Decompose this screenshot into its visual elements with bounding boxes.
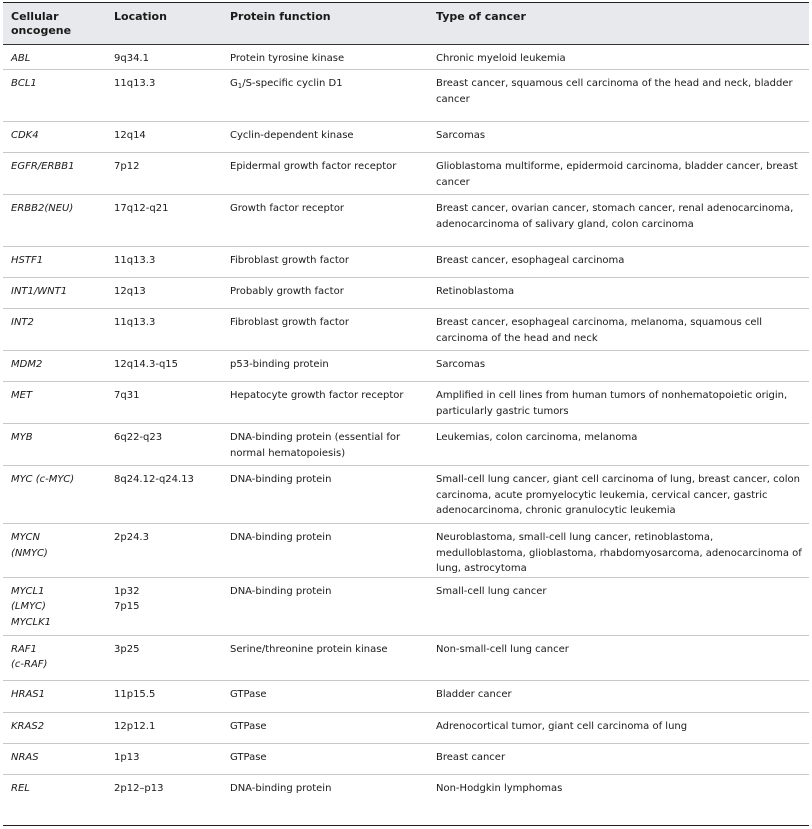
table-row <box>3 195 809 247</box>
gene-cell: ERBB2(NEU) <box>3 195 108 247</box>
cancer-cell: Breast cancer, esophageal carcinoma, melanoma, squamous cell carcinoma of the head and neck <box>430 309 809 351</box>
function-cell: GTPase <box>224 743 430 774</box>
table-row <box>3 122 809 153</box>
cancer-cell: Small-cell lung cancer <box>430 577 809 635</box>
function-cell: Hepatocyte growth factor receptor <box>224 382 430 424</box>
cancer-cell: Breast cancer, squamous cell carcinoma of the head and neck, bladder cancer <box>430 70 809 122</box>
location-cell: 12p12.1 <box>108 712 224 743</box>
table-row <box>3 382 809 424</box>
cancer-cell: Adrenocortical tumor, giant cell carcinoma of lung <box>430 712 809 743</box>
function-cell: Probably growth factor <box>224 278 430 309</box>
header-type-of-cancer: Type of cancer <box>430 3 809 45</box>
function-cell: Fibroblast growth factor <box>224 247 430 278</box>
cancer-cell: Sarcomas <box>430 122 809 153</box>
function-cell: Epidermal growth factor receptor <box>224 153 430 195</box>
function-cell: p53-binding protein <box>224 351 430 382</box>
table-row <box>3 524 809 578</box>
cancer-cell: Bladder cancer <box>430 680 809 712</box>
cancer-cell: Breast cancer, ovarian cancer, stomach cancer, renal adenocarcinoma, adenocarcinoma of salivary gland, colon carcinoma <box>430 195 809 247</box>
gene-cell: BCL1 <box>3 70 108 122</box>
gene-cell: INT2 <box>3 309 108 351</box>
location-cell: 7q31 <box>108 382 224 424</box>
gene-cell: EGFR/ERBB1 <box>3 153 108 195</box>
table-row <box>3 309 809 351</box>
table-row <box>3 153 809 195</box>
function-suffix: /S-specific cyclin D1 <box>242 78 343 89</box>
function-cell: DNA-binding protein <box>224 466 430 524</box>
function-prefix: G <box>230 78 238 89</box>
gene-cell: REL <box>11 782 30 794</box>
location-cell: 11q13.3 <box>108 70 224 122</box>
cancer-cell: Amplified in cell lines from human tumors of nonhematopoietic origin, particularly gastric tumors <box>430 382 809 424</box>
function-cell: Cyclin-dependent kinase <box>224 122 430 153</box>
cancer-cell: Chronic myeloid leukemia <box>430 45 809 70</box>
location-cell: 11p15.5 <box>108 680 224 712</box>
cancer-cell: Glioblastoma multiforme, epidermoid carcinoma, bladder cancer, breast cancer <box>430 153 809 195</box>
table-row <box>3 466 809 524</box>
cancer-cell: Breast cancer, esophageal carcinoma <box>430 247 809 278</box>
location-cell: 12q13 <box>108 278 224 309</box>
gene-cell: MDM2 <box>3 351 108 382</box>
header-protein-function: Protein function <box>224 3 430 45</box>
gene-cell: MYC (c-MYC) <box>3 466 108 524</box>
cancer-cell: Non-small-cell lung cancer <box>430 635 809 680</box>
location-cell: 9q34.1 <box>108 45 224 70</box>
gene-cell: INT1/WNT1 <box>3 278 108 309</box>
location-cell: 1p13 <box>108 743 224 774</box>
gene-cell: NRAS <box>3 743 108 774</box>
table-body <box>3 45 809 805</box>
oncogene-table-frame <box>3 2 809 826</box>
table-header <box>3 3 809 45</box>
location-cell: 2p24.3 <box>108 524 224 578</box>
table-row <box>3 351 809 382</box>
header-location: Location <box>108 3 224 45</box>
gene-cell: HSTF1 <box>3 247 108 278</box>
location-cell: 11q13.3 <box>108 309 224 351</box>
location-cell: 11q13.3 <box>108 247 224 278</box>
function-cell: GTPase <box>224 712 430 743</box>
gene-cell: RAF1 (c-RAF) <box>3 635 108 680</box>
function-cell: Protein tyrosine kinase <box>224 45 430 70</box>
function-cell: DNA-binding protein <box>224 524 430 578</box>
gene-cell: MYCL1 (LMYC) MYCLK1 <box>3 577 108 635</box>
table-row <box>3 577 809 635</box>
function-subscript: 1 <box>237 82 243 90</box>
gene-cell: CDK4 <box>3 122 108 153</box>
cancer-cell: Breast cancer <box>430 743 809 774</box>
location-cell: 17q12-q21 <box>108 195 224 247</box>
table-row <box>3 247 809 278</box>
gene-cell: MYCN (NMYC) <box>3 524 108 578</box>
cancer-cell: Non-Hodgkin lymphomas <box>436 782 563 794</box>
gene-cell: MYB <box>3 424 108 466</box>
header-cellular-oncogene: Cellular oncogene <box>3 3 108 45</box>
location-cell: 3p25 <box>108 635 224 680</box>
function-cell: Serine/threonine protein kinase <box>224 635 430 680</box>
function-cell: GTPase <box>224 680 430 712</box>
location-cell: 1p32 7p15 <box>108 577 224 635</box>
function-cell: Growth factor receptor <box>224 195 430 247</box>
cancer-cell: Leukemias, colon carcinoma, melanoma <box>430 424 809 466</box>
cancer-cell: Neuroblastoma, small-cell lung cancer, retinoblastoma, medulloblastoma, glioblastoma, rhabdomyosarcoma, adenocarcinoma of lung, astrocytoma <box>430 524 809 578</box>
table-row <box>3 712 809 743</box>
header-row <box>3 3 809 45</box>
table-row <box>3 45 809 70</box>
location-cell: 7p12 <box>108 153 224 195</box>
gene-cell: KRAS2 <box>3 712 108 743</box>
location-cell: 2p12–p13 <box>114 782 164 794</box>
table-row <box>3 635 809 680</box>
function-cell <box>224 70 430 122</box>
cancer-cell: Retinoblastoma <box>430 278 809 309</box>
gene-cell: ABL <box>3 45 108 70</box>
table-row <box>3 743 809 774</box>
cancer-cell: Small-cell lung cancer, giant cell carcinoma of lung, breast cancer, colon carcinoma, acute promyelocytic leukemia, cervical cancer, gastric adenocarcinoma, chronic granulocytic leukemia <box>430 466 809 524</box>
function-cell: DNA-binding protein (essential for normal hematopoiesis) <box>224 424 430 466</box>
location-cell: 8q24.12-q24.13 <box>108 466 224 524</box>
table-row <box>3 680 809 712</box>
table-row <box>3 774 809 804</box>
location-cell: 12q14.3-q15 <box>108 351 224 382</box>
table-row <box>3 278 809 309</box>
function-cell: DNA-binding protein <box>230 782 332 794</box>
table-row <box>3 70 809 122</box>
function-cell: Fibroblast growth factor <box>224 309 430 351</box>
location-cell: 12q14 <box>108 122 224 153</box>
gene-cell: MET <box>3 382 108 424</box>
cancer-cell: Sarcomas <box>430 351 809 382</box>
gene-cell: HRAS1 <box>3 680 108 712</box>
function-cell: DNA-binding protein <box>224 577 430 635</box>
oncogene-table <box>3 3 809 804</box>
table-row <box>3 424 809 466</box>
location-cell: 6q22-q23 <box>108 424 224 466</box>
